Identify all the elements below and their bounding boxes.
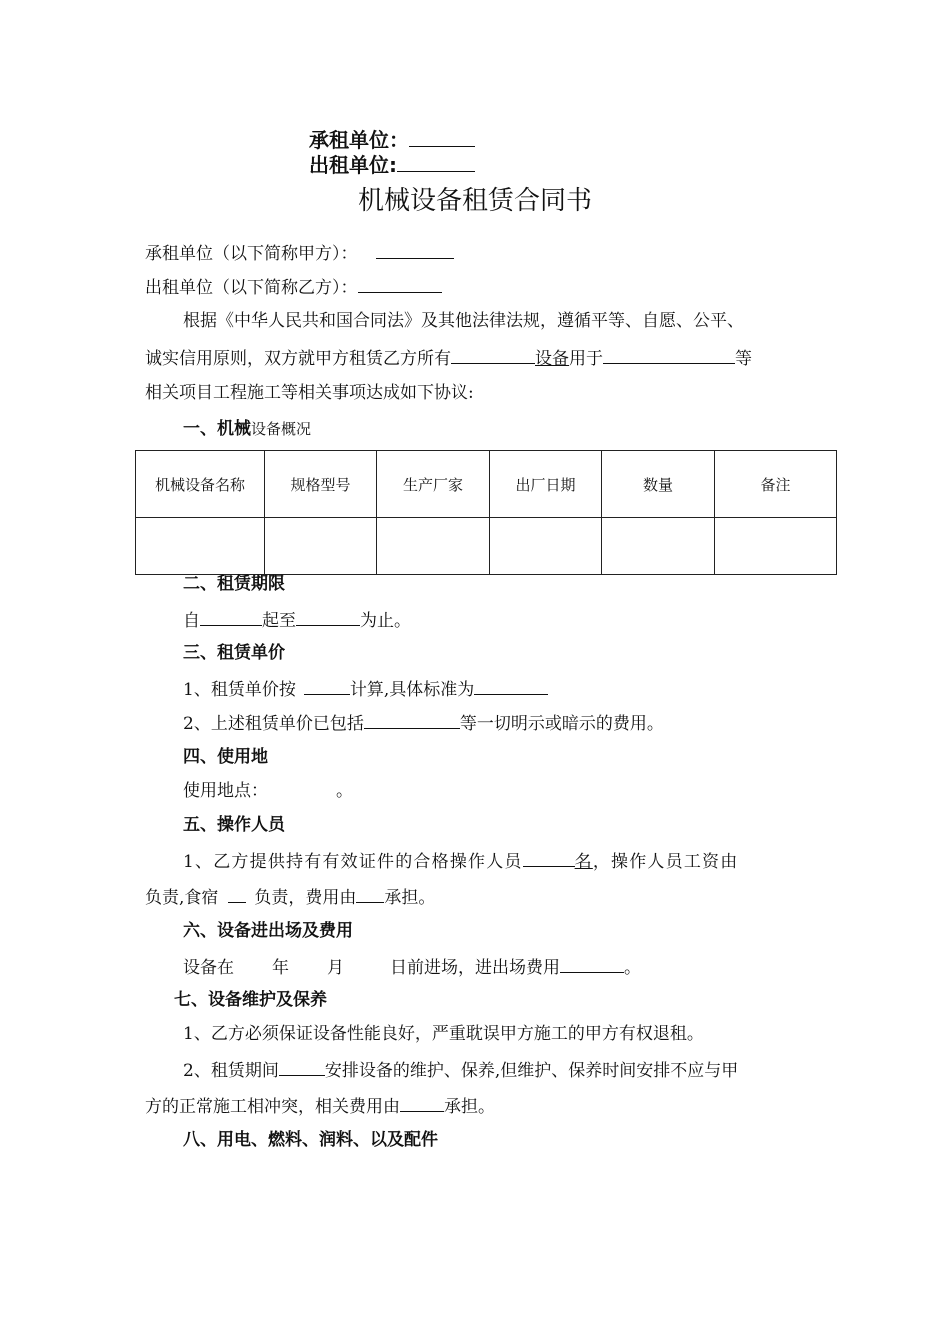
section6-text-b: 日前进场，进出场费用 xyxy=(390,958,560,978)
section3-blank-2 xyxy=(474,676,548,695)
preamble-text-a: 诚实信用原则，双方就甲方租赁乙方所有 xyxy=(145,349,451,369)
section1-heading xyxy=(183,417,311,441)
preamble-line-2 xyxy=(145,345,752,371)
header-lessor-label: 出租单位: xyxy=(309,153,397,177)
section3-item2-b: 等一切明示或暗示的费用。 xyxy=(459,714,664,734)
section7-item2-d: 承担。 xyxy=(444,1097,495,1117)
section2-heading: 二、租赁期限 xyxy=(183,574,285,594)
section7-blank-2 xyxy=(400,1093,444,1112)
party-lessee-line xyxy=(145,240,454,266)
section6-text xyxy=(183,954,641,980)
document-title: 机械设备租赁合同书 xyxy=(357,186,592,216)
section1-heading-rest: 设备概况 xyxy=(251,420,312,438)
section5-line2-c: 承担。 xyxy=(384,888,436,908)
table-row xyxy=(136,518,837,575)
section4-text xyxy=(183,779,353,803)
section6-text-a: 设备在 xyxy=(183,958,234,978)
party-lessor-blank xyxy=(358,274,442,293)
section7-heading: 七、设备维护及保养 xyxy=(174,990,327,1010)
header-lessor-blank xyxy=(397,153,475,172)
table-cell xyxy=(136,518,265,575)
section2-text-c: 为止。 xyxy=(360,611,411,631)
header-lessee-blank xyxy=(409,128,475,147)
section3-heading: 三、租赁单价 xyxy=(183,643,285,663)
table-cell xyxy=(602,518,715,575)
section7-item2-c: 方的正常施工相冲突，相关费用由 xyxy=(145,1097,400,1117)
section7-item1: 1、乙方必须保证设备性能良好，严重耽误甲方施工的甲方有权退租。 xyxy=(183,1024,704,1044)
section6-blank xyxy=(560,954,624,973)
preamble-text-c: 用于 xyxy=(569,349,603,369)
section7-item2-line1 xyxy=(183,1057,738,1083)
section2-text-a: 自 xyxy=(183,611,200,631)
section6-year: 年 xyxy=(272,958,289,978)
equipment-table-header-row xyxy=(136,451,837,518)
section3-item2 xyxy=(183,710,664,736)
section3-item1 xyxy=(183,676,548,702)
section3-blank-3 xyxy=(364,710,460,729)
section6-heading: 六、设备进出场及费用 xyxy=(183,921,353,941)
party-lessor-line xyxy=(145,274,442,300)
table-header-date: 出厂日期 xyxy=(490,451,602,518)
section2-blank-2 xyxy=(296,607,360,626)
section7-item2-a: 2、租赁期间 xyxy=(183,1061,279,1081)
section1-heading-bold: 一、机械 xyxy=(183,419,251,439)
header-lessor xyxy=(309,151,475,179)
preamble-line-3: 相关项目工程施工等相关事项达成如下协议: xyxy=(145,383,474,403)
section5-heading: 五、操作人员 xyxy=(183,815,285,835)
section4-text-a: 使用地点： xyxy=(183,781,268,801)
table-cell xyxy=(715,518,837,575)
section3-item1-b: 计算,具体标准为 xyxy=(349,680,475,700)
section6-text-c: 。 xyxy=(624,958,641,978)
section3-item2-a: 2、上述租赁单价已包括 xyxy=(183,714,364,734)
section5-line1 xyxy=(183,848,738,874)
section2-blank-1 xyxy=(200,607,262,626)
header-lessee xyxy=(309,126,475,154)
preamble-equipment-word: 设备 xyxy=(535,349,569,369)
section3-blank-1 xyxy=(304,676,350,695)
section7-item2-b: 安排设备的维护、保养,但维护、保养时间安排不应与甲 xyxy=(324,1061,739,1081)
section5-blank-3 xyxy=(356,884,384,903)
section5-line1-c: ，操作人员工资由 xyxy=(592,852,739,872)
preamble-blank-1 xyxy=(451,345,535,364)
section5-line1-b: 名 xyxy=(574,852,593,872)
table-header-name: 机械设备名称 xyxy=(136,451,265,518)
preamble-line-1: 根据《中华人民共和国合同法》及其他法律法规，遵循平等、自愿、公平、 xyxy=(183,311,744,331)
section7-item2-line2 xyxy=(145,1093,495,1119)
preamble-blank-2 xyxy=(603,345,735,364)
equipment-table xyxy=(135,450,837,575)
section5-line2 xyxy=(145,884,435,910)
section8-heading: 八、用电、燃料、润料、以及配件 xyxy=(183,1130,438,1150)
header-lessee-label: 承租单位： xyxy=(309,128,409,152)
section2-text-b: 起至 xyxy=(262,611,296,631)
table-header-manufacturer: 生产厂家 xyxy=(377,451,490,518)
section5-blank-1 xyxy=(523,848,575,867)
section7-blank-1 xyxy=(279,1057,325,1076)
table-cell xyxy=(377,518,490,575)
table-header-model: 规格型号 xyxy=(265,451,377,518)
section3-item1-a: 1、租赁单价按 xyxy=(183,680,296,700)
section6-month: 月 xyxy=(327,958,344,978)
section2-text xyxy=(183,607,411,633)
table-cell xyxy=(265,518,377,575)
party-lessee-label: 承租单位（以下简称甲方）： xyxy=(145,244,358,264)
section4-heading: 四、使用地 xyxy=(183,747,268,767)
section5-line1-a: 1、乙方提供持有有效证件的合格操作人员 xyxy=(183,852,523,872)
table-cell xyxy=(490,518,602,575)
party-lessor-label: 出租单位（以下简称乙方）： xyxy=(145,278,358,298)
table-header-quantity: 数量 xyxy=(602,451,715,518)
party-lessee-blank xyxy=(376,240,454,259)
section5-line2-a: 负责,食宿 xyxy=(145,888,219,908)
section5-blank-2 xyxy=(228,884,246,903)
section4-text-b: 。 xyxy=(336,781,353,801)
section5-line2-b: 负责，费用由 xyxy=(254,888,357,908)
table-header-remarks: 备注 xyxy=(715,451,837,518)
preamble-text-d: 等 xyxy=(735,349,752,369)
